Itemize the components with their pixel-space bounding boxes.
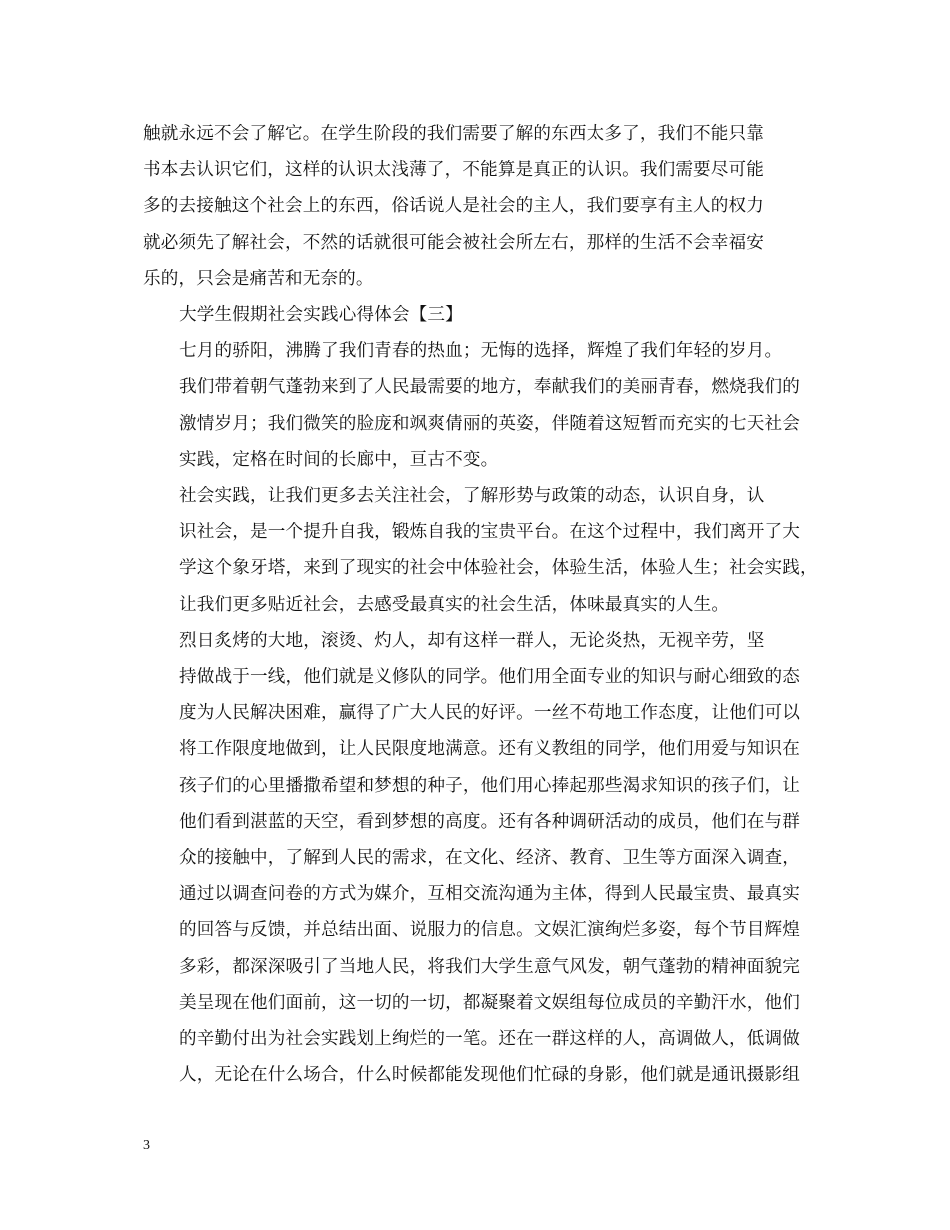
text-line: 他们看到湛蓝的天空，看到梦想的高度。还有各种调研活动的成员，他们在与群 — [179, 811, 801, 832]
text-line: 七月的骄阳，沸腾了我们青春的热血；无悔的选择，辉煌了我们年轻的岁月。 — [179, 341, 783, 362]
paragraph — [143, 478, 818, 623]
text-line: 的辛勤付出为社会实践划上绚烂的一笔。还在一群这样的人，高调做人，低调做 — [179, 1029, 801, 1050]
text-line: 通过以调查问卷的方式为媒介，互相交流沟通为主体，得到人民最宝贵、最真实 — [179, 884, 801, 905]
text-line: 持做战于一线，他们就是义修队的同学。他们用全面专业的知识与耐心细致的态 — [179, 667, 801, 688]
text-line: 烈日炙烤的大地，滚烫、灼人，却有这样一群人，无论炎热，无视辛劳，坚 — [179, 630, 765, 651]
paragraph-continuation — [143, 116, 809, 297]
text-line: 识社会，是一个提升自我，锻炼自我的宝贵平台。在这个过程中，我们离开了大 — [179, 522, 801, 543]
paragraph — [143, 623, 809, 1094]
text-line: 度为人民解决困难，赢得了广大人民的好评。一丝不苟地工作态度，让他们可以 — [179, 703, 801, 724]
text-line: 就必须先了解社会，不然的话就很可能会被社会所左右，那样的生活不会幸福安 — [143, 232, 765, 253]
text-line: 学这个象牙塔，来到了现实的社会中体验社会，体验生活，体验人生；社会实践， — [179, 558, 818, 579]
text-line: 多彩，都深深吸引了当地人民，将我们大学生意气风发，朝气蓬勃的精神面貌完 — [179, 956, 801, 977]
text-line: 书本去认识它们，这样的认识太浅薄了，不能算是真正的认识。我们需要尽可能 — [143, 160, 765, 181]
page-number: 3 — [143, 1138, 150, 1153]
text-line: 众的接触中，了解到人民的需求，在文化、经济、教育、卫生等方面深入调查， — [179, 848, 801, 869]
section-heading — [143, 297, 809, 333]
text-line: 社会实践，让我们更多去关注社会，了解形势与政策的动态，认识自身，认 — [179, 486, 765, 507]
text-line: 实践，定格在时间的长廊中，亘古不变。 — [179, 449, 499, 470]
text-line: 触就永远不会了解它。在学生阶段的我们需要了解的东西太多了，我们不能只靠 — [143, 124, 765, 144]
text-line: 我们带着朝气蓬勃来到了人民最需要的地方，奉献我们的美丽青春，燃烧我们的 — [179, 377, 801, 398]
text-line: 将工作限度地做到，让人民限度地满意。还有义教组的同学，他们用爱与知识在 — [179, 739, 801, 760]
text-line: 人，无论在什么场合，什么时候都能发现他们忙碌的身影，他们就是通讯摄影组 — [179, 1065, 801, 1086]
text-line: 的回答与反馈，并总结出面、说服力的信息。文娱汇演绚烂多姿，每个节目辉煌 — [179, 920, 801, 941]
text-line: 多的去接触这个社会上的东西，俗话说人是社会的主人，我们要享有主人的权力 — [143, 196, 765, 217]
paragraph — [143, 333, 809, 478]
text-line: 美呈现在他们面前，这一切的一切，都凝聚着文娱组每位成员的辛勤汗水，他们 — [179, 992, 801, 1013]
document-body — [143, 116, 818, 1093]
text-line: 乐的，只会是痛苦和无奈的。 — [143, 268, 374, 289]
text-line: 激情岁月；我们微笑的脸庞和飒爽倩丽的英姿，伴随着这短暂而充实的七天社会 — [179, 413, 801, 434]
heading-text: 大学生假期社会实践心得体会【三】 — [179, 305, 463, 326]
text-line: 让我们更多贴近社会，去感受最真实的社会生活，体味最真实的人生。 — [179, 594, 730, 615]
text-line: 孩子们的心里播撒希望和梦想的种子，他们用心捧起那些渴求知识的孩子们，让 — [179, 775, 801, 796]
